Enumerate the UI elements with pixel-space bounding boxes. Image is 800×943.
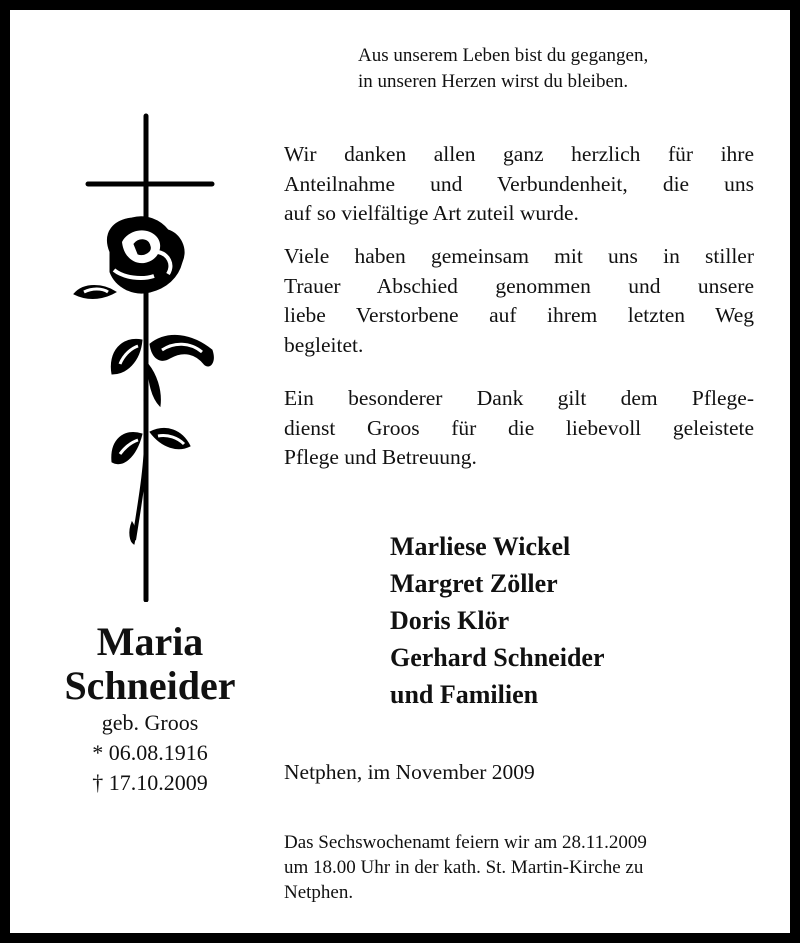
- text-line: Netphen.: [284, 882, 354, 903]
- motto: [358, 43, 648, 95]
- text-line: begleitet.: [284, 332, 364, 357]
- text-line: Trauer Abschied genommen und unsere: [284, 273, 754, 298]
- place-date: Netphen, im November 2009: [284, 760, 535, 784]
- signer: Marliese Wickel: [390, 532, 571, 561]
- text-line: Ein besonderer Dank gilt dem Pflege-: [284, 386, 754, 410]
- text-line: Wir danken allen ganz herzlich für ihre: [284, 142, 754, 166]
- motto-line: Aus unserem Leben bist du gegangen,: [358, 45, 649, 66]
- text-line: Das Sechswochenamt feiern wir am 28.11.2009: [284, 832, 647, 853]
- deceased-last-name: Schneider: [64, 663, 236, 708]
- thanks-paragraph-1: [284, 140, 754, 229]
- signer: Gerhard Schneider: [390, 643, 605, 672]
- death-date: † 17.10.2009: [92, 770, 208, 795]
- text-line: liebe Verstorbene auf ihrem letzten Weg: [284, 303, 754, 327]
- text-line: auf so vielfältige Art zuteil wurde.: [284, 201, 579, 225]
- deceased-info: [30, 620, 270, 798]
- cross-with-rose-icon: [50, 102, 250, 602]
- signer: Margret Zöller: [390, 569, 558, 598]
- deceased-first-name: Maria: [96, 619, 204, 664]
- text-line: Pflege und Betreuung.: [284, 445, 477, 469]
- text-line: Anteilnahme und Verbundenheit, die uns: [284, 171, 754, 196]
- text-line: dienst Groos für die liebevoll geleistete: [284, 415, 754, 440]
- signer: Doris Klör: [390, 606, 510, 635]
- maiden-name: geb. Groos: [101, 710, 199, 735]
- thanks-paragraph-3: [284, 384, 754, 473]
- signers-list: [390, 528, 605, 713]
- obituary-notice: [10, 10, 790, 933]
- thanks-paragraph-2: [284, 242, 754, 360]
- text-line: um 18.00 Uhr in der kath. St. Martin-Kirche zu: [284, 857, 644, 878]
- text-line: Viele haben gemeinsam mit uns in stiller: [284, 244, 754, 268]
- motto-line: in unseren Herzen wirst du bleiben.: [358, 71, 629, 92]
- birth-date: * 06.08.1916: [92, 740, 208, 765]
- signer: und Familien: [390, 680, 539, 709]
- service-notice: [284, 830, 647, 905]
